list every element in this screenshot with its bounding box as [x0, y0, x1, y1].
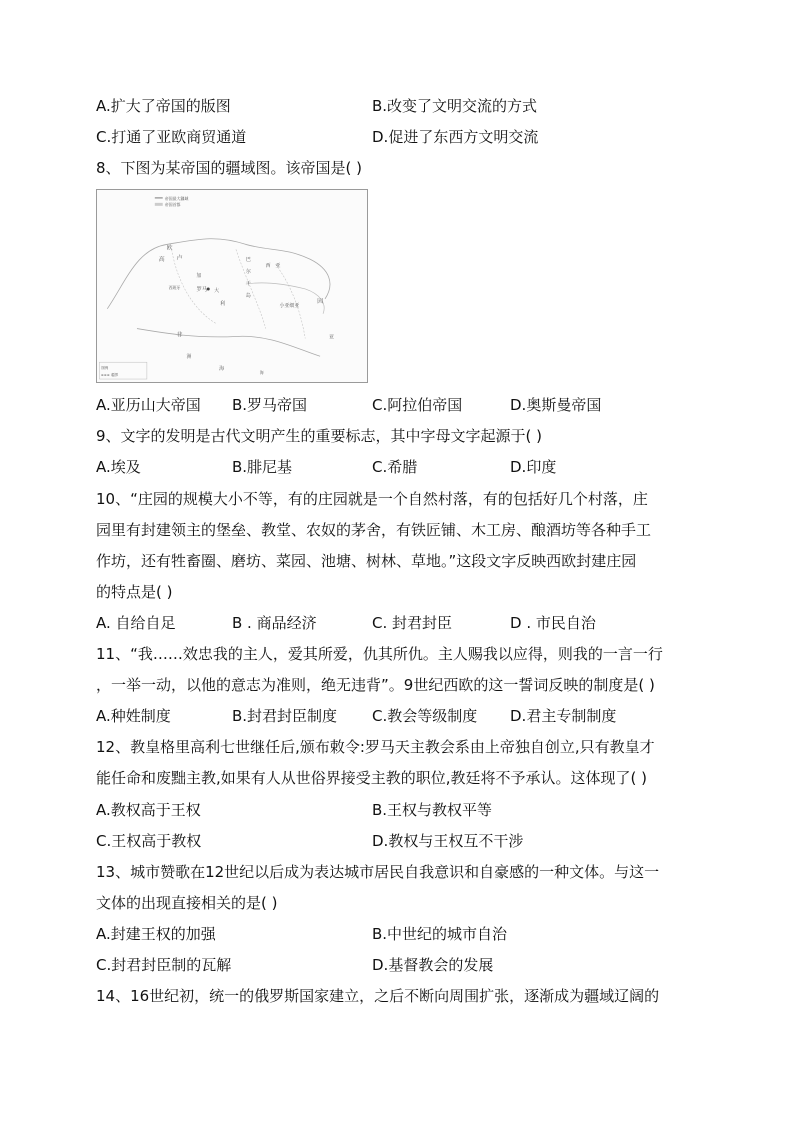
- map-label-gao: 高: [158, 256, 165, 264]
- q7-option-a: A.扩大了帝国的版图: [96, 97, 231, 115]
- map-label-ya: 亚: [275, 263, 281, 270]
- map-label-gan: 干: [245, 281, 251, 288]
- q7-option-b: B.改变了文明交流的方式: [372, 97, 538, 115]
- q11-option-a: A.种姓制度: [96, 707, 171, 725]
- q12-option-a: A.教权高于王权: [96, 801, 201, 819]
- map-label-lu: 卢: [176, 254, 183, 262]
- map-label-ou: 欧: [166, 244, 173, 252]
- map-label-ba: 巴: [245, 257, 251, 264]
- map-legend-box: [99, 362, 147, 379]
- q13-option-b: B.中世纪的城市自治: [372, 925, 508, 943]
- empire-map-figure: [97, 190, 367, 382]
- q13-line-1: 13、城市赞歌在12世纪以后成为表达城市居民自我意识和自豪感的一种文体。与这一: [96, 863, 660, 881]
- q9-option-c: C.希腊: [372, 458, 418, 476]
- q10-option-b: B . 商品经济: [232, 614, 317, 632]
- map-label-xi: 西: [265, 263, 271, 270]
- q13-option-d: D.基督教会的发展: [372, 956, 494, 974]
- q12-option-b: B.王权与教权平等: [372, 801, 493, 819]
- q10-line-4: 的特点是( ): [96, 583, 173, 601]
- map-label-hai: 海: [219, 366, 225, 373]
- q14-line-1: 14、16世纪初，统一的俄罗斯国家建立，之后不断向周围扩张，逐渐成为疆域辽阔的: [96, 987, 660, 1005]
- empire-map: [96, 189, 368, 383]
- q12-option-d: D.教权与王权互不干涉: [372, 832, 524, 850]
- q8-option-a: A.亚历山大帝国: [96, 396, 201, 414]
- map-label-zhou: 洲: [186, 354, 192, 361]
- q10-option-d: D . 市民自治: [510, 614, 596, 632]
- map-legend-border: 疆界: [111, 373, 119, 378]
- inner-coast: [246, 283, 324, 314]
- q7-option-d: D.促进了东西方文明交流: [372, 128, 539, 146]
- map-label-yin: 因: [317, 297, 324, 305]
- q8-option-b: B.罗马帝国: [232, 396, 308, 414]
- map-label-hai-south: 海: [259, 370, 264, 376]
- map-legend-1: 帝国最大疆域: [164, 195, 189, 201]
- map-label-er: 尔: [245, 269, 251, 276]
- q9-option-d: D.印度: [510, 458, 557, 476]
- legend-swatch-icon: [155, 203, 163, 206]
- q12-line-1: 12、教皇格里高利七世继任后,颁布敕令:罗马天主教会系由上帝独自创立,只有教皇才: [96, 738, 655, 756]
- q7-option-c: C.打通了亚欧商贸通道: [96, 128, 247, 146]
- q9-option-b: B.腓尼基: [232, 458, 293, 476]
- map-label-ka: 加: [196, 273, 202, 280]
- q11-line-1: 11、“我……效忠我的主人，爱其所爱，仇其所仇。主人赐我以应得，则我的一言一行: [96, 645, 663, 663]
- q13-option-c: C.封君封臣制的瓦解: [96, 956, 232, 974]
- q11-option-c: C.教会等级制度: [372, 707, 478, 725]
- q11-option-b: B.封君封臣制度: [232, 707, 338, 725]
- q10-line-2: 园里有封建领主的堡垒、教堂、农奴的茅舍，有铁匠铺、木工房、酿酒坊等各种手工: [96, 521, 652, 539]
- map-label-fei: 非: [176, 331, 183, 339]
- map-label-asia: 亚: [328, 334, 334, 341]
- map-legend-2: 帝国首都: [164, 201, 181, 207]
- empire-border: [172, 249, 306, 338]
- q8-option-c: C.阿拉伯帝国: [372, 396, 463, 414]
- q8-option-d: D.奥斯曼帝国: [510, 396, 602, 414]
- map-legend-title: 图例: [101, 366, 109, 371]
- q9-stem: 9、文字的发明是古代文明产生的重要标志，其中字母文字起源于( ): [96, 427, 543, 445]
- q13-option-a: A.封建王权的加强: [96, 925, 216, 943]
- q8-stem: 8、下图为某帝国的疆域图。该帝国是( ): [96, 159, 363, 177]
- q10-line-3: 作坊，还有牲畜圈、磨坊、菜园、池塘、树林、草地。”这段文字反映西欧封建庄园: [96, 552, 637, 570]
- southern-coast: [137, 329, 320, 357]
- q12-option-c: C.王权高于教权: [96, 832, 202, 850]
- q11-option-d: D.君主专制制度: [510, 707, 617, 725]
- map-label-da: 大: [214, 287, 220, 294]
- map-label-dao: 岛: [245, 292, 251, 299]
- q12-line-2: 能任命和废黜主教,如果有人从世俗界接受主教的职位,教廷将不予承认。这体现了( ): [96, 769, 648, 787]
- map-label-xibanya: 西班牙: [168, 284, 181, 290]
- q9-option-a: A.埃及: [96, 458, 141, 476]
- q10-option-c: C. 封君封臣: [372, 614, 453, 632]
- northern-coast: [107, 239, 330, 309]
- capital-dot-icon: [207, 287, 210, 290]
- q11-line-2: ，一举一动，以他的意志为准则，绝无违背”。9世纪西欧的这一誓词反映的制度是( ): [96, 676, 655, 694]
- q10-option-a: A. 自给自足: [96, 614, 176, 632]
- map-label-luoma: 罗马: [196, 286, 208, 293]
- q10-line-1: 10、“庄园的规模大小不等，有的庄园就是一个自然村落，有的包括好几个村落，庄: [96, 490, 648, 508]
- map-label-xiaoyaxiya: 小亚细亚: [279, 302, 300, 309]
- map-label-li: 利: [220, 300, 226, 307]
- q13-line-2: 文体的出现直接相关的是( ): [96, 894, 278, 912]
